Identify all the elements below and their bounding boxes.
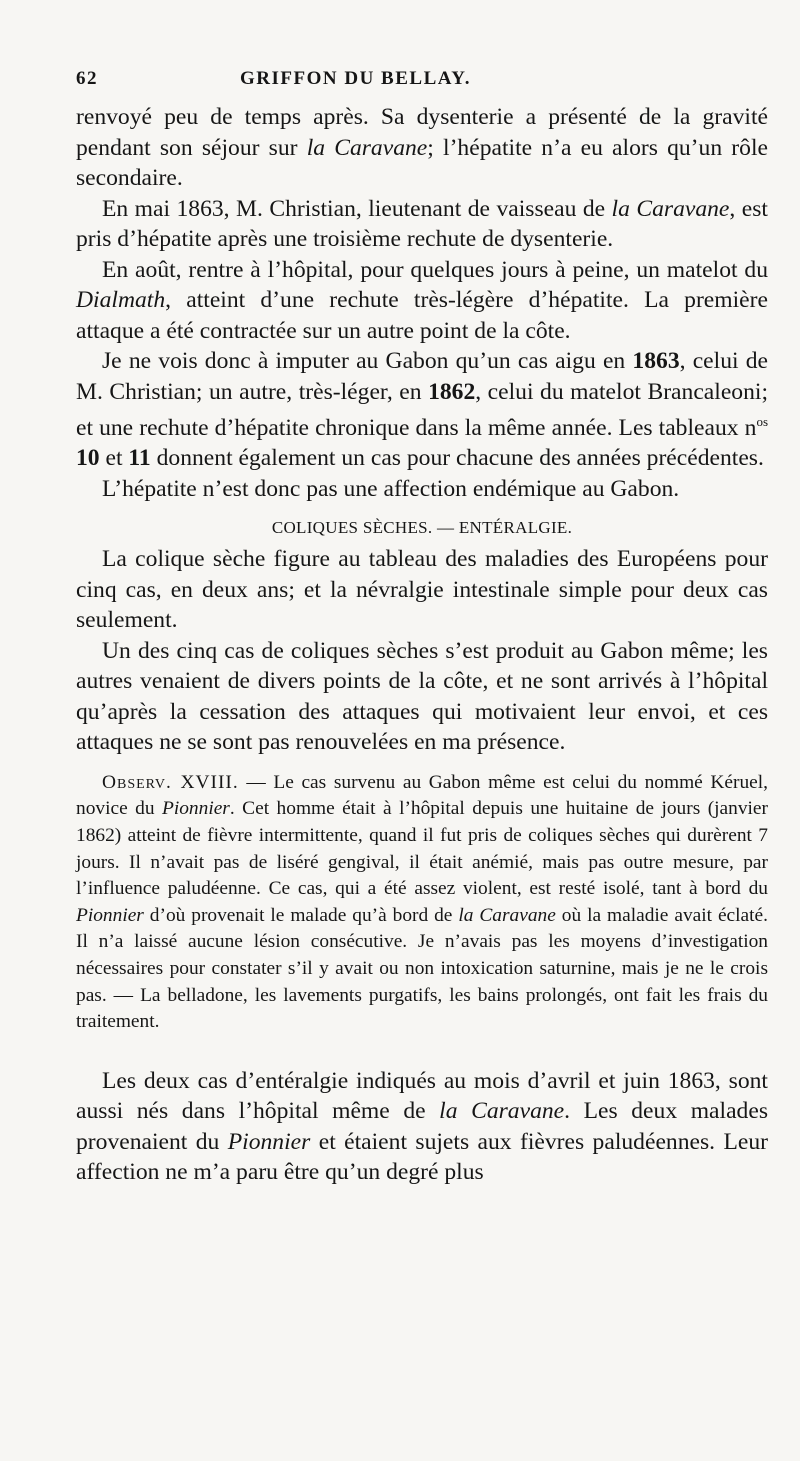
text-run: , celui du matelot Brancaleoni; et une rechute d’hépatite chronique dans la même année. Les tableaux n bbox=[76, 378, 769, 441]
year: 1862 bbox=[428, 378, 476, 405]
year: 1863 bbox=[632, 348, 680, 374]
table-number: 11 bbox=[128, 445, 151, 472]
section-heading: COLIQUES SÈCHES. — ENTÉRALGIE. bbox=[271, 518, 573, 538]
paragraph bbox=[76, 194, 768, 255]
spacer bbox=[76, 1036, 768, 1066]
ship-name: la Caravane bbox=[439, 1098, 565, 1125]
text-run: et étaient sujets aux fièvres paludéennes. Leur affection ne m’a paru être qu’un degré plus bbox=[76, 1128, 768, 1186]
ship-name: la Caravane bbox=[611, 195, 730, 222]
text-run: , atteint d’une rechute très-légère d’hépatite. La première attaque a été contractée sur un autre point de la côte. bbox=[76, 287, 768, 344]
ship-name: la Caravane bbox=[458, 904, 556, 926]
page-header bbox=[76, 68, 768, 102]
paragraph bbox=[76, 102, 768, 194]
text-run: , celui de M. Christian; un autre, très-léger, en bbox=[76, 348, 768, 405]
text-run: d’où provenait le malade qu’à bord de bbox=[143, 904, 459, 926]
paragraph bbox=[76, 255, 768, 347]
main-text-continued bbox=[76, 1066, 768, 1188]
text-run: où la maladie avait éclaté. Il n’a laissé aucune lésion consécutive. Je n’avais pas les moyens d’investigation nécessaires pour constater s’il y avait ou non intoxication saturnine, mais je ne le crois pas. — La belladone, les lavements purgatifs, les bains prolongés, ont fait les frais du traitement. bbox=[76, 904, 768, 1033]
main-text bbox=[76, 102, 768, 758]
text-run: — Le cas survenu au Gabon même est celui du nommé Kéruel, novice du bbox=[76, 771, 768, 820]
observation-block bbox=[76, 770, 768, 1036]
text-run: En août, rentre à l’hôpital, pour quelques jours à peine, un matelot du bbox=[102, 256, 768, 283]
ship-name: Pionnier bbox=[76, 904, 144, 926]
text-run: En mai 1863, M. Christian, lieutenant de vaisseau de bbox=[102, 195, 612, 222]
page-number: 62 bbox=[76, 68, 98, 89]
superscript: os bbox=[756, 414, 768, 429]
observation-label: Observ. XVIII. bbox=[102, 771, 239, 793]
ship-name: Dialmath bbox=[76, 287, 166, 313]
text-run: et bbox=[99, 445, 129, 472]
text-run: Je ne vois donc à imputer au Gabon qu’un cas aigu en bbox=[102, 348, 633, 374]
text-run: , est pris d’hépatite après une troisième rechute de dysenterie. bbox=[76, 195, 768, 252]
ship-name: la Caravane bbox=[306, 134, 428, 161]
paragraph bbox=[76, 346, 768, 474]
paragraph bbox=[76, 1066, 768, 1188]
text-run: donnent également un cas pour chacune des années précédentes. bbox=[150, 445, 764, 472]
text-run: renvoyé peu de temps après. Sa dysenterie a présenté de la gravité pendant son séjour sur bbox=[76, 104, 768, 161]
text-run: . Les deux malades provenaient du bbox=[76, 1098, 768, 1155]
table-number: 10 bbox=[76, 445, 100, 472]
ship-name: Pionnier bbox=[227, 1128, 311, 1155]
paragraph: La colique sèche figure au tableau des maladies des Européens pour cinq cas, en deux ans; et la névralgie intestinale simple pour deux cas seulement. bbox=[76, 546, 768, 634]
text-run: ; l’hépatite n’a eu alors qu’un rôle secondaire. bbox=[76, 134, 768, 191]
text-run: Les deux cas d’entéralgie indiqués au mois d’avril et juin 1863, sont aussi nés dans l’hôpital même de bbox=[76, 1067, 768, 1125]
paragraph: Un des cinq cas de coliques sèches s’est produit au Gabon même; les autres venaient de divers points de la côte, et ne sont arrivés à l’hôpital qu’après la cessation des attaques qui motivaient leur envoi, et ces attaques ne se sont pas renouvelées en ma présence. bbox=[76, 637, 768, 756]
text-run: . Cet homme était à l’hôpital depuis une huitaine de jours (janvier 1862) atteint de fièvre intermittente, quand il fut pris de coliques sèches qui durèrent 7 jours. Il n’avait pas de liséré gengival, il était anémié, mais pas outre mesure, par l’influence paludéenne. Ce cas, qui a été assez violent, est resté isolé, tant à bord du bbox=[76, 798, 768, 900]
running-title: GRIFFON DU BELLAY. bbox=[240, 68, 471, 89]
paragraph: L’hépatite n’est donc pas une affection endémique au Gabon. bbox=[102, 475, 680, 502]
ship-name: Pionnier bbox=[162, 798, 230, 820]
observation-text bbox=[76, 770, 768, 1036]
